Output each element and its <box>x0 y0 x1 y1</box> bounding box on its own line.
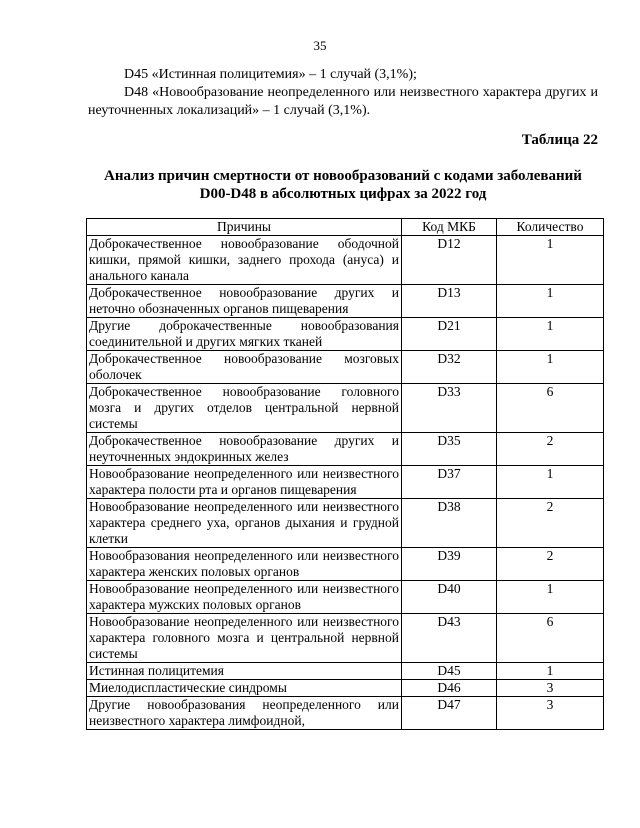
table-row <box>87 680 604 697</box>
count-cell: 1 <box>497 285 604 318</box>
icd-code-cell: D43 <box>402 614 497 663</box>
icd-code-cell: D47 <box>402 697 497 730</box>
table-row <box>87 663 604 680</box>
table-header-row <box>87 219 604 236</box>
cause-cell: Доброкачественное новообразование ободочной кишки, прямой кишки, заднего прохода (ануса) и анального канала <box>87 236 402 285</box>
table-row <box>87 697 604 730</box>
cause-cell: Новообразование неопределенного или неизвестного характера полости рта и органов пищеварения <box>87 466 402 499</box>
cause-cell: Доброкачественное новообразование мозговых оболочек <box>87 351 402 384</box>
icd-code-cell: D46 <box>402 680 497 697</box>
count-cell: 1 <box>497 351 604 384</box>
icd-code-cell: D33 <box>402 384 497 433</box>
count-cell: 1 <box>497 663 604 680</box>
cause-cell: Новообразования неопределенного или неизвестного характера женских половых органов <box>87 548 402 581</box>
icd-code-cell: D12 <box>402 236 497 285</box>
icd-code-cell: D35 <box>402 433 497 466</box>
header-icd-code: Код МКБ <box>402 219 497 236</box>
count-cell: 3 <box>497 680 604 697</box>
table-body <box>87 236 604 730</box>
table-row <box>87 614 604 663</box>
count-cell: 2 <box>497 499 604 548</box>
count-cell: 3 <box>497 697 604 730</box>
count-cell: 2 <box>497 433 604 466</box>
table-row <box>87 318 604 351</box>
cause-cell: Доброкачественное новообразование других и неточно обозначенных органов пищеварения <box>87 285 402 318</box>
count-cell: 6 <box>497 384 604 433</box>
count-cell: 1 <box>497 581 604 614</box>
table-row <box>87 466 604 499</box>
cause-cell: Другие новообразования неопределенного или неизвестного характера лимфоидной, <box>87 697 402 730</box>
table-row <box>87 351 604 384</box>
header-causes: Причины <box>87 219 402 236</box>
count-cell: 2 <box>497 548 604 581</box>
cause-cell: Новообразование неопределенного или неизвестного характера среднего уха, органов дыхания и грудной клетки <box>87 499 402 548</box>
icd-code-cell: D45 <box>402 663 497 680</box>
count-cell: 1 <box>497 466 604 499</box>
cause-cell: Истинная полицитемия <box>87 663 402 680</box>
cause-cell: Другие доброкачественные новообразования соединительной и других мягких тканей <box>87 318 402 351</box>
mortality-table <box>86 218 604 730</box>
header-count: Количество <box>497 219 604 236</box>
icd-code-cell: D39 <box>402 548 497 581</box>
icd-code-cell: D21 <box>402 318 497 351</box>
icd-code-cell: D37 <box>402 466 497 499</box>
cause-cell: Доброкачественное новообразование головного мозга и других отделов центральной нервной системы <box>87 384 402 433</box>
icd-code-cell: D40 <box>402 581 497 614</box>
icd-code-cell: D13 <box>402 285 497 318</box>
table-row <box>87 499 604 548</box>
count-cell: 6 <box>497 614 604 663</box>
table-row <box>87 236 604 285</box>
page-number: 35 <box>313 38 327 53</box>
table-row <box>87 384 604 433</box>
cause-cell: Новообразование неопределенного или неизвестного характера головного мозга и центральной нервной системы <box>87 614 402 663</box>
cause-cell: Миелодиспластические синдромы <box>87 680 402 697</box>
table-row <box>87 581 604 614</box>
table-title: Анализ причин смертности от новообразований с кодами заболеваний D00-D48 в абсолютных цифрах за 2022 год <box>104 168 582 202</box>
count-cell: 1 <box>497 318 604 351</box>
icd-code-cell: D32 <box>402 351 497 384</box>
paragraph-d48: D48 «Новообразование неопределенного или неизвестного характера других и неуточненных локализаций» – 1 случай (3,1%). <box>88 85 598 118</box>
table-row <box>87 285 604 318</box>
icd-code-cell: D38 <box>402 499 497 548</box>
cause-cell: Новообразование неопределенного или неизвестного характера мужских половых органов <box>87 581 402 614</box>
paragraph-d45: D45 «Истинная полицитемия» – 1 случай (3,1%); <box>124 67 417 82</box>
count-cell: 1 <box>497 236 604 285</box>
table-row <box>87 433 604 466</box>
table-row <box>87 548 604 581</box>
cause-cell: Доброкачественное новообразование других и неуточненных эндокринных желез <box>87 433 402 466</box>
table-label: Таблица 22 <box>521 132 598 148</box>
